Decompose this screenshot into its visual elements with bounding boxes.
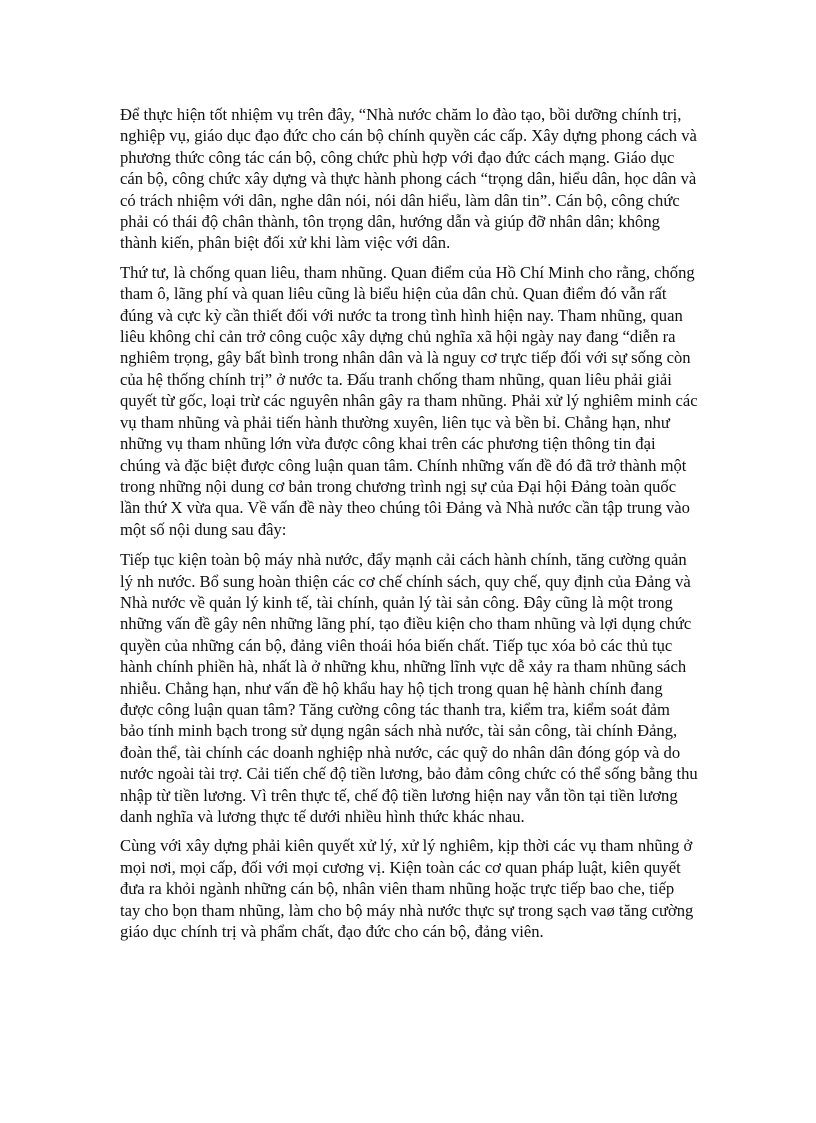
paragraph-1: Để thực hiện tốt nhiệm vụ trên đây, “Nhà nước chăm lo đào tạo, bồi dưỡng chính trị, nghiệp vụ, giáo dục đạo đức cho cán bộ chính quyền các cấp. Xây dựng phong cách và phương thức công tác cán bộ, công chức phù hợp với đạo đức cách mạng. Giáo dục cán bộ, công chức xây dựng và thực hành phong cách “trọng dân, hiểu dân, học dân và có trách nhiệm với dân, nghe dân nói, nói dân hiểu, làm dân tin”. Cán bộ, công chức phải có thái độ chân thành, tôn trọng dân, hướng dẫn và giúp đỡ nhân dân; không thành kiến, phân biệt đối xử khi làm việc với dân. xyxy=(120,105,697,253)
paragraph-3: Tiếp tục kiện toàn bộ máy nhà nước, đẩy mạnh cải cách hành chính, tăng cường quản lý nh nước. Bổ sung hoàn thiện các cơ chế chính sách, quy chế, quy định của Đảng và Nhà nước về quản lý kinh tế, tài chính, quản lý tài sản công. Đây cũng là một trong những vấn đề gây nên những lãng phí, tạo điều kiện cho tham nhũng và lợi dụng chức quyền của những cán bộ, đảng viên thoái hóa biến chất. Tiếp tục xóa bỏ các thủ tục hành chính phiền hà, nhất là ở những khu, những lĩnh vực dễ xảy ra tham nhũng sách nhiễu. Chẳng hạn, như vấn đề hộ khẩu hay hộ tịch trong quan hệ hành chính đang được công luận quan tâm? Tăng cường công tác thanh tra, kiểm tra, kiểm soát đảm bảo tính minh bạch trong sử dụng ngân sách nhà nước, tài sản công, tài chính Đảng, đoàn thể, tài chính các doanh nghiệp nhà nước, các quỹ do nhân dân đóng góp và do nước ngoài tài trợ. Cải tiến chế độ tiền lương, bảo đảm công chức có thể sống bằng thu nhập từ tiền lương. Vì trên thực tế, chế độ tiền lương hiện nay vẫn tồn tại tiền lương danh nghĩa và lương thực tế dưới nhiều hình thức khác nhau. xyxy=(120,550,698,826)
paragraph-2: Thứ tư, là chống quan liêu, tham nhũng. Quan điểm của Hồ Chí Minh cho rằng, chống tham ô, lãng phí và quan liêu cũng là biểu hiện của dân chủ. Quan điểm đó vẫn rất đúng và cực kỳ cần thiết đối với nước ta trong tình hình hiện nay. Tham nhũng, quan liêu không chỉ cản trở công cuộc xây dựng chủ nghĩa xã hội ngày nay đang “diễn ra nghiêm trọng, gây bất bình trong nhân dân và là nguy cơ trực tiếp đối với sự sống còn của hệ thống chính trị” ở nước ta. Đấu tranh chống tham nhũng, quan liêu phải giải quyết từ gốc, loại trừ các nguyên nhân gây ra tham nhũng. Phải xử lý nghiêm minh các vụ tham nhũng và phải tiến hành thường xuyên, liên tục và bền bỉ. Chẳng hạn, như những vụ tham nhũng lớn vừa được công khai trên các phương tiện thông tin đại chúng và đặc biệt được công luận quan tâm. Chính những vấn đề đó đã trở thành một trong những nội dung cơ bản trong chương trình ngị sự của Đại hội Đảng toàn quốc lần thứ X vừa qua. Về vấn đề này theo chúng tôi Đảng và Nhà nước cần tập trung vào một số nội dung sau đây: xyxy=(120,262,698,539)
document-body xyxy=(120,104,698,950)
paragraph-4: Cùng với xây dựng phải kiên quyết xử lý, xử lý nghiêm, kịp thời các vụ tham nhũng ở mọi nơi, mọi cấp, đối với mọi cương vị. Kiện toàn các cơ quan pháp luật, kiên quyết đưa ra khỏi ngành những cán bộ, nhân viên tham nhũng hoặc trực tiếp bao che, tiếp tay cho bọn tham nhũng, làm cho bộ máy nhà nước thực sự trong sạch vaø tăng cường giáo dục chính trị và phẩm chất, đạo đức cho cán bộ, đảng viên. xyxy=(120,836,694,942)
